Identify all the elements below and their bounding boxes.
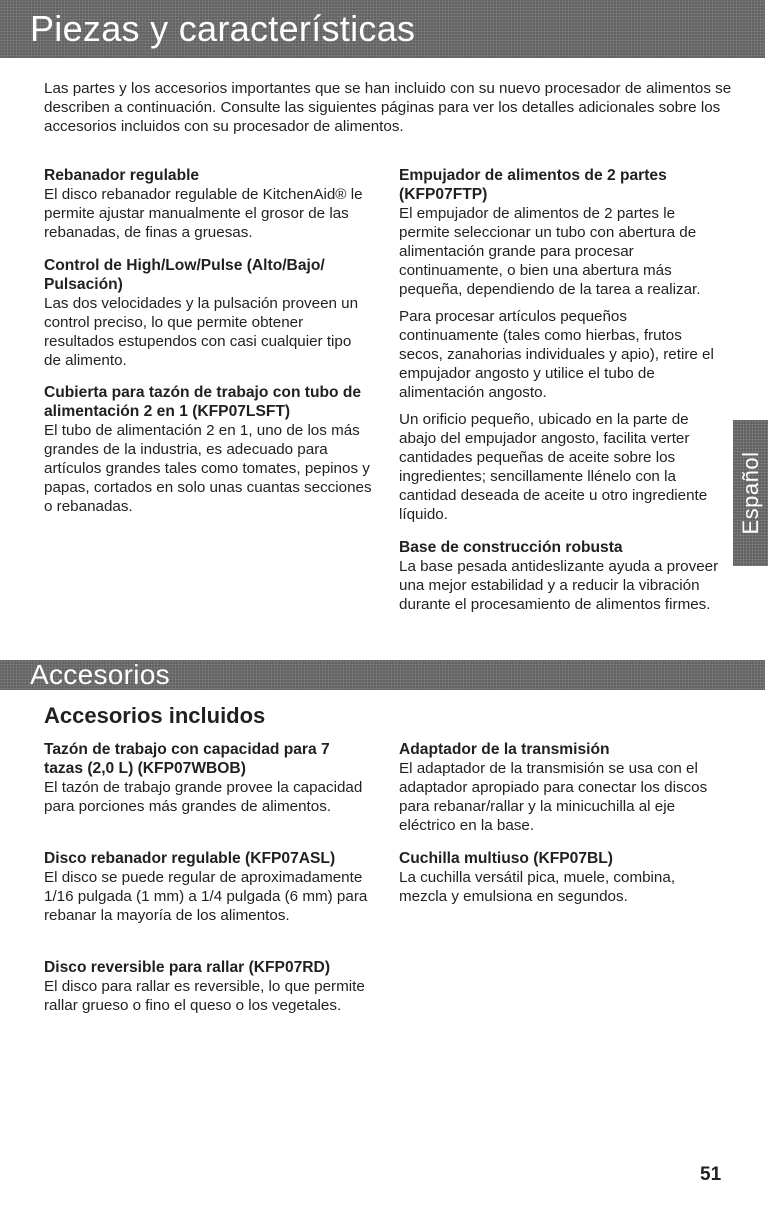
feature-text: El empujador de alimentos de 2 partes le permite seleccionar un tubo con abertura de alimentación grande para procesar continuamente, o bien una abertura más pequeña, dependiendo de la tarea a realizar. [399,205,701,298]
feature-text: El tubo de alimentación 2 en 1, uno de los más grandes de la industria, es adecuado para artículos grandes tales como tomates, pepinos y papas, cortados en solo unas cuantas secciones o rebanadas. [44,422,372,515]
feature-heading: Empujador de alimentos de 2 partes (KFP07FTP) [399,167,667,203]
section-banner-accesorios [0,660,765,690]
section-banner-piezas [0,0,765,58]
accessory-adaptador [399,740,731,835]
accessory-heading: Cuchilla multiuso (KFP07BL) [399,850,613,867]
accessory-text: La cuchilla versátil pica, muele, combina, mezcla y emulsiona en segundos. [399,869,676,905]
language-tab [733,420,768,566]
accessory-text: El disco para rallar es reversible, lo que permite rallar grueso o fino el queso o los vegetales. [44,978,365,1014]
accessory-disco-rallar [44,958,374,1015]
accessory-heading: Disco reversible para rallar (KFP07RD) [44,959,331,976]
accessory-text: El tazón de trabajo grande provee la capacidad para porciones más grandes de alimentos. [44,779,363,815]
feature-text: Para procesar artículos pequeños continuamente (tales como hierbas, frutos secos, zanahorias individuales y apio), retire el empujador angosto y utilice el tubo de alimentación angosto. [399,308,714,401]
feature-empujador [399,166,729,524]
accessory-cuchilla [399,849,719,906]
feature-rebanador-regulable [44,166,364,242]
feature-text: La base pesada antideslizante ayuda a proveer una mejor estabilidad y a reducir la vibración durante el procesamiento de alimentos firmes. [399,558,719,613]
accessory-tazon [44,740,364,816]
intro-paragraph: Las partes y los accesorios importantes que se han incluido con su nuevo procesador de alimentos se describen a continuación. Consulte las siguientes páginas para ver los detalles adicionales sobre los accesorios incluidos con su procesador de alimentos. [44,80,732,135]
feature-heading: Cubierta para tazón de trabajo con tubo de alimentación 2 en 1 (KFP07LSFT) [44,384,362,420]
feature-cubierta-tubo [44,383,379,516]
accessory-text: El adaptador de la transmisión se usa con el adaptador apropiado para conectar los discos para rebanar/rallar y la minicuchilla al eje eléctrico en la base. [399,760,708,834]
feature-control-speeds [44,256,364,370]
accessory-disco-rebanador [44,849,374,925]
language-tab-label: Español [737,451,763,535]
page-number: 51 [700,1164,722,1185]
feature-text: Las dos velocidades y la pulsación proveen un control preciso, lo que permite obtener resultados estupendos con casi cualquier tipo de alimento. [44,295,359,369]
feature-text: El disco rebanador regulable de KitchenAid® le permite ajustar manualmente el grosor de las rebanadas, de finas a gruesas. [44,186,363,241]
subheading-accesorios-incluidos: Accesorios incluidos [44,703,266,728]
feature-base-robusta [399,538,719,614]
feature-text: Un orificio pequeño, ubicado en la parte de abajo del empujador angosto, facilita verter cantidades pequeñas de aceite sobre los ingredientes; sencillamente llénelo con la cantidad deseada de aceite u otro ingrediente líquido. [399,411,708,523]
accessory-heading: Adaptador de la transmisión [399,741,610,758]
feature-heading: Base de construcción robusta [399,539,623,556]
feature-heading: Control de High/Low/Pulse (Alto/Bajo/ Pulsación) [44,257,325,293]
accessory-text: El disco se puede regular de aproximadamente 1/16 pulgada (1 mm) a 1/4 pulgada (6 mm) para rebanar la mayoría de los alimentos. [44,869,368,924]
accessory-heading: Tazón de trabajo con capacidad para 7 tazas (2,0 L) (KFP07WBOB) [44,741,330,777]
accessory-heading: Disco rebanador regulable (KFP07ASL) [44,850,336,867]
section-title: Piezas y características [30,8,416,49]
feature-heading: Rebanador regulable [44,167,200,184]
section-title: Accesorios [30,659,170,690]
